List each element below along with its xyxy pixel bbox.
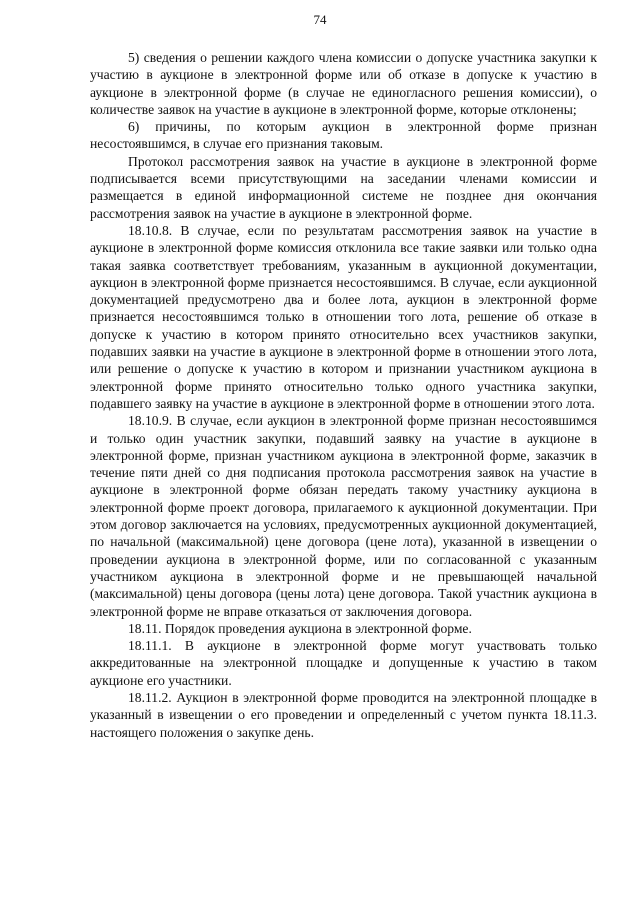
paragraph-18-11-2: 18.11.2. Аукцион в электронной форме проводится на электронной площадке в указанный в извещении о его проведении и определенный с учетом пункта 18.11.3. настоящего положения о закупке день. <box>90 689 597 740</box>
paragraph-item-6: 6) причины, по которым аукцион в электронной форме признан несостоявшимся, в случае его признания таковым. <box>90 119 597 152</box>
paragraph-item-5: 5) сведения о решении каждого члена комиссии о допуске участника закупки к участию в аукционе в электронной форме или об отказе в допуске к участию в аукционе в электронной форме (в случае не единогласного решения комиссии), о количестве заявок на участие в аукционе в электронной форме, которые отклонены; <box>90 50 597 117</box>
document-body <box>90 49 597 741</box>
page-number: 74 <box>313 12 327 27</box>
paragraph-18-10-8: 18.10.8. В случае, если по результатам рассмотрения заявок на участие в аукционе в электронной форме комиссия отклонила все такие заявки или только одна такая заявка соответствует требованиям, указанным в аукционной документации, аукцион в электронной форме признается несостоявшимся. В случае, если аукционной документацией предусмотрено два и более лота, аукцион в электронной форме признается несостоявшимся только в отношении того лота, решение об отказе в допуске к участию в котором принято относительно всех участников закупки, подавших заявки на участие в аукционе в электронной форме в отношении этого лота, или решение о допуске к участию в котором и признании участником аукциона в электронной форме принято относительно только одного участника закупки, подавшего заявку на участие в аукционе в электронной форме в отношении этого лота. <box>90 222 597 411</box>
paragraph-protocol-signing: Протокол рассмотрения заявок на участие в аукционе в электронной форме подписывается всеми присутствующими на заседании членами комиссии и размещается в единой информационной системе не позднее дня окончания рассмотрения заявок на участие в аукционе в электронной форме. <box>90 153 597 221</box>
paragraph-18-11-1: 18.11.1. В аукционе в электронной форме могут участвовать только аккредитованные на электронной площадке и допущенные к участию в таком аукционе его участники. <box>90 638 597 688</box>
paragraph-18-10-9: 18.10.9. В случае, если аукцион в электронной форме признан несостоявшимся и только один участник закупки, подавший заявку на участие в аукционе в электронной форме, признан участником аукциона в электронной форме, заказчик в течение пяти дней со дня подписания протокола рассмотрения заявок на участие в аукционе в электронной форме обязан передать такому участнику аукциона в электронной форме проект договора, прилагаемого к аукционной документации. При этом договор заключается на условиях, предусмотренных аукционной документацией, по начальной (максимальной) цене договора (цене лота), указанной в извещении о проведении аукциона в электронной форме, или по согласованной с указанным участником аукциона в электронной форме и не превышающей начальной (максимальной) цены договора (цены лота) цене договора. Такой участник аукциона в электронной форме не вправе отказаться от заключения договора. <box>90 413 597 619</box>
section-heading-18-11: 18.11. Порядок проведения аукциона в электронной форме. <box>128 620 472 636</box>
